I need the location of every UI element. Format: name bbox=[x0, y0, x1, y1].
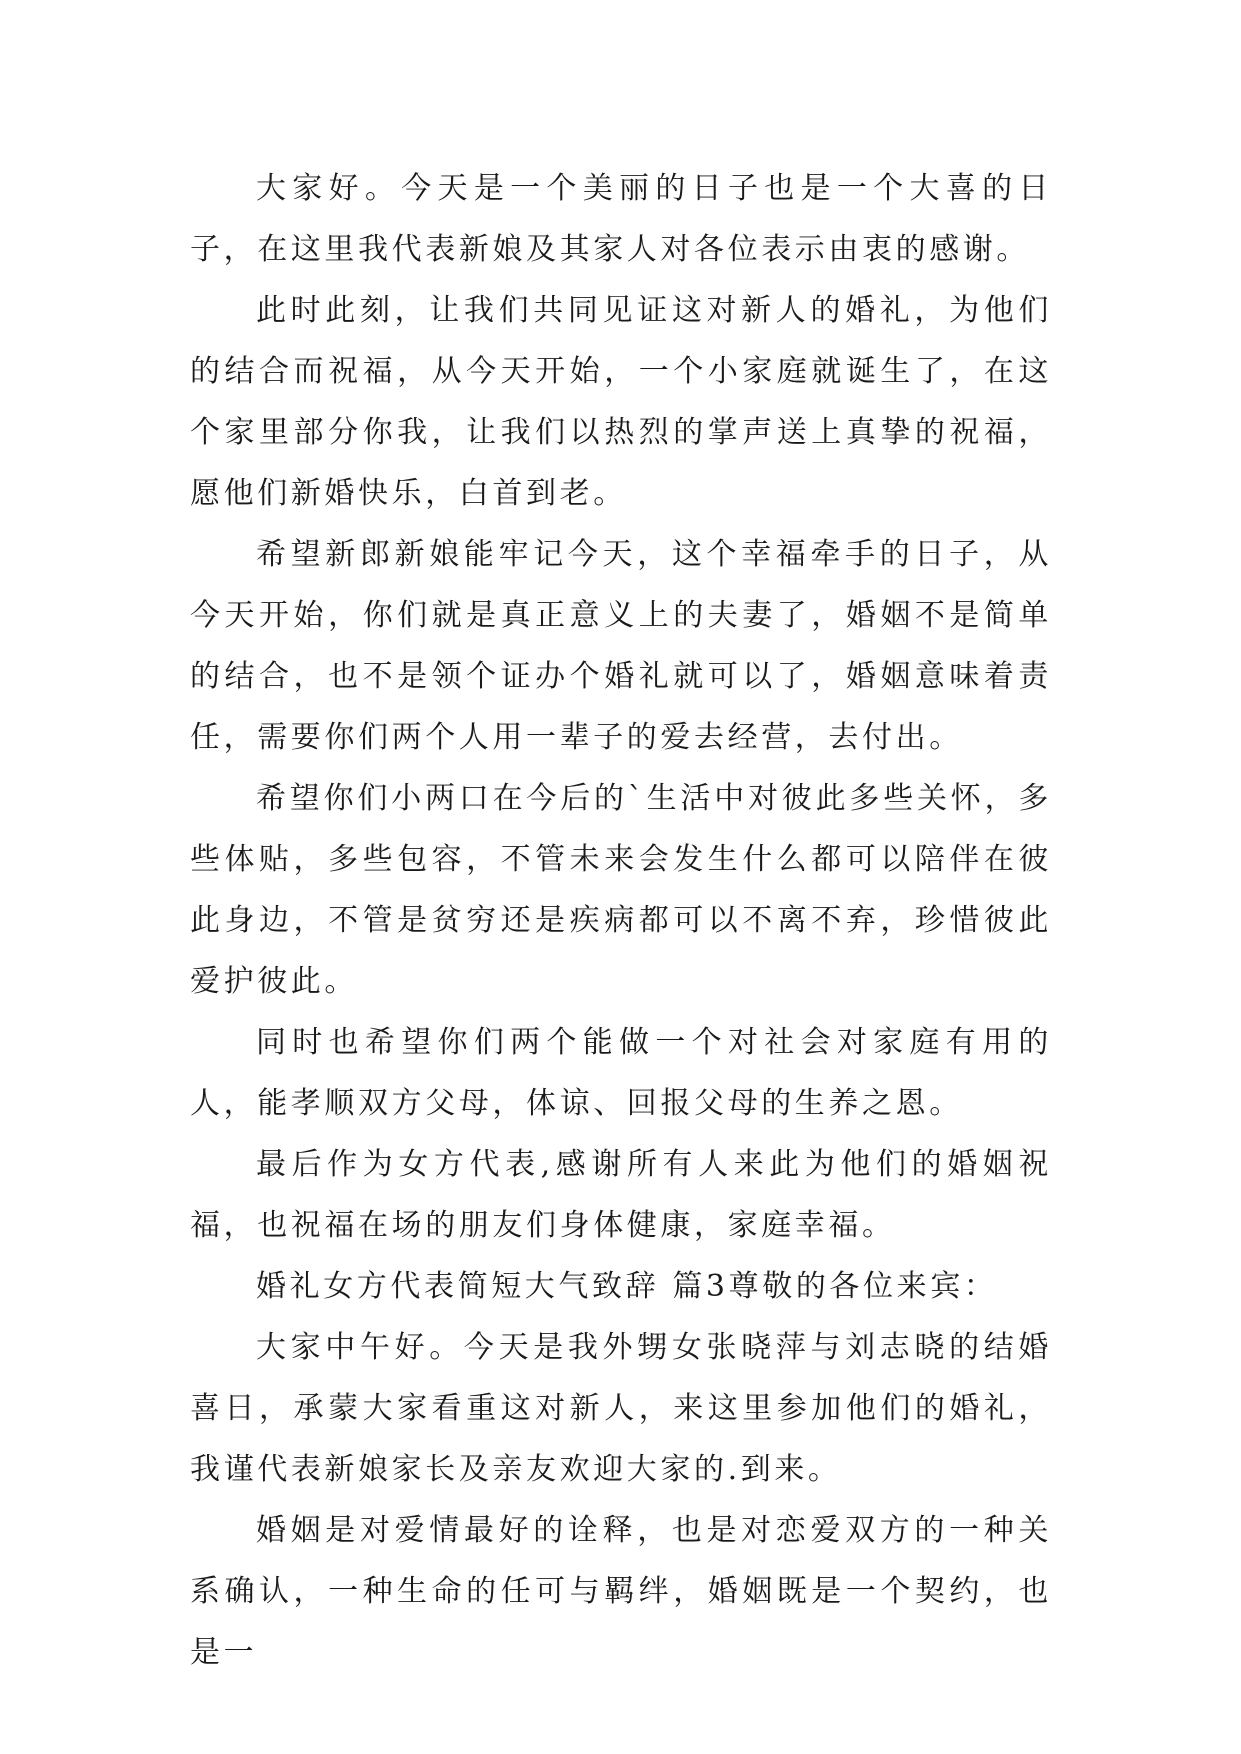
paragraph-3: 希望新郎新娘能牢记今天，这个幸福牵手的日子，从今天开始，你们就是真正意义上的夫妻了，婚姻不是简单的结合，也不是领个证办个婚礼就可以了，婚姻意味着责任，需要你们两个人用一辈子的爱去经营，去付出。 bbox=[190, 537, 1052, 755]
paragraph-1: 大家好。今天是一个美丽的日子也是一个大喜的日子，在这里我代表新娘及其家人对各位表示由衷的感谢。 bbox=[190, 171, 1052, 267]
paragraph-6: 最后作为女方代表,感谢所有人来此为他们的婚姻祝福，也祝福在场的朋友们身体健康，家庭幸福。 bbox=[190, 1147, 1052, 1243]
paragraph-5: 同时也希望你们两个能做一个对社会对家庭有用的人，能孝顺双方父母，体谅、回报父母的生养之恩。 bbox=[190, 1025, 1052, 1121]
document-body bbox=[190, 158, 1052, 1683]
paragraph-7: 大家中午好。今天是我外甥女张晓萍与刘志晓的结婚喜日，承蒙大家看重这对新人，来这里参加他们的婚礼，我谨代表新娘家长及亲友欢迎大家的.到来。 bbox=[190, 1330, 1052, 1487]
section-heading: 婚礼女方代表简短大气致辞 篇3尊敬的各位来宾： bbox=[256, 1269, 998, 1304]
paragraph-4: 希望你们小两口在今后的`生活中对彼此多些关怀，多些体贴，多些包容，不管未来会发生什么都可以陪伴在彼此身边，不管是贫穷还是疾病都可以不离不弃，珍惜彼此爱护彼此。 bbox=[190, 781, 1052, 999]
paragraph-8: 婚姻是对爱情最好的诠释，也是对恋爱双方的一种关系确认，一种生命的任可与羁绊，婚姻既是一个契约，也是一 bbox=[190, 1513, 1052, 1670]
paragraph-2: 此时此刻，让我们共同见证这对新人的婚礼，为他们的结合而祝福，从今天开始，一个小家庭就诞生了，在这个家里部分你我，让我们以热烈的掌声送上真挚的祝福，愿他们新婚快乐，白首到老。 bbox=[190, 293, 1052, 511]
